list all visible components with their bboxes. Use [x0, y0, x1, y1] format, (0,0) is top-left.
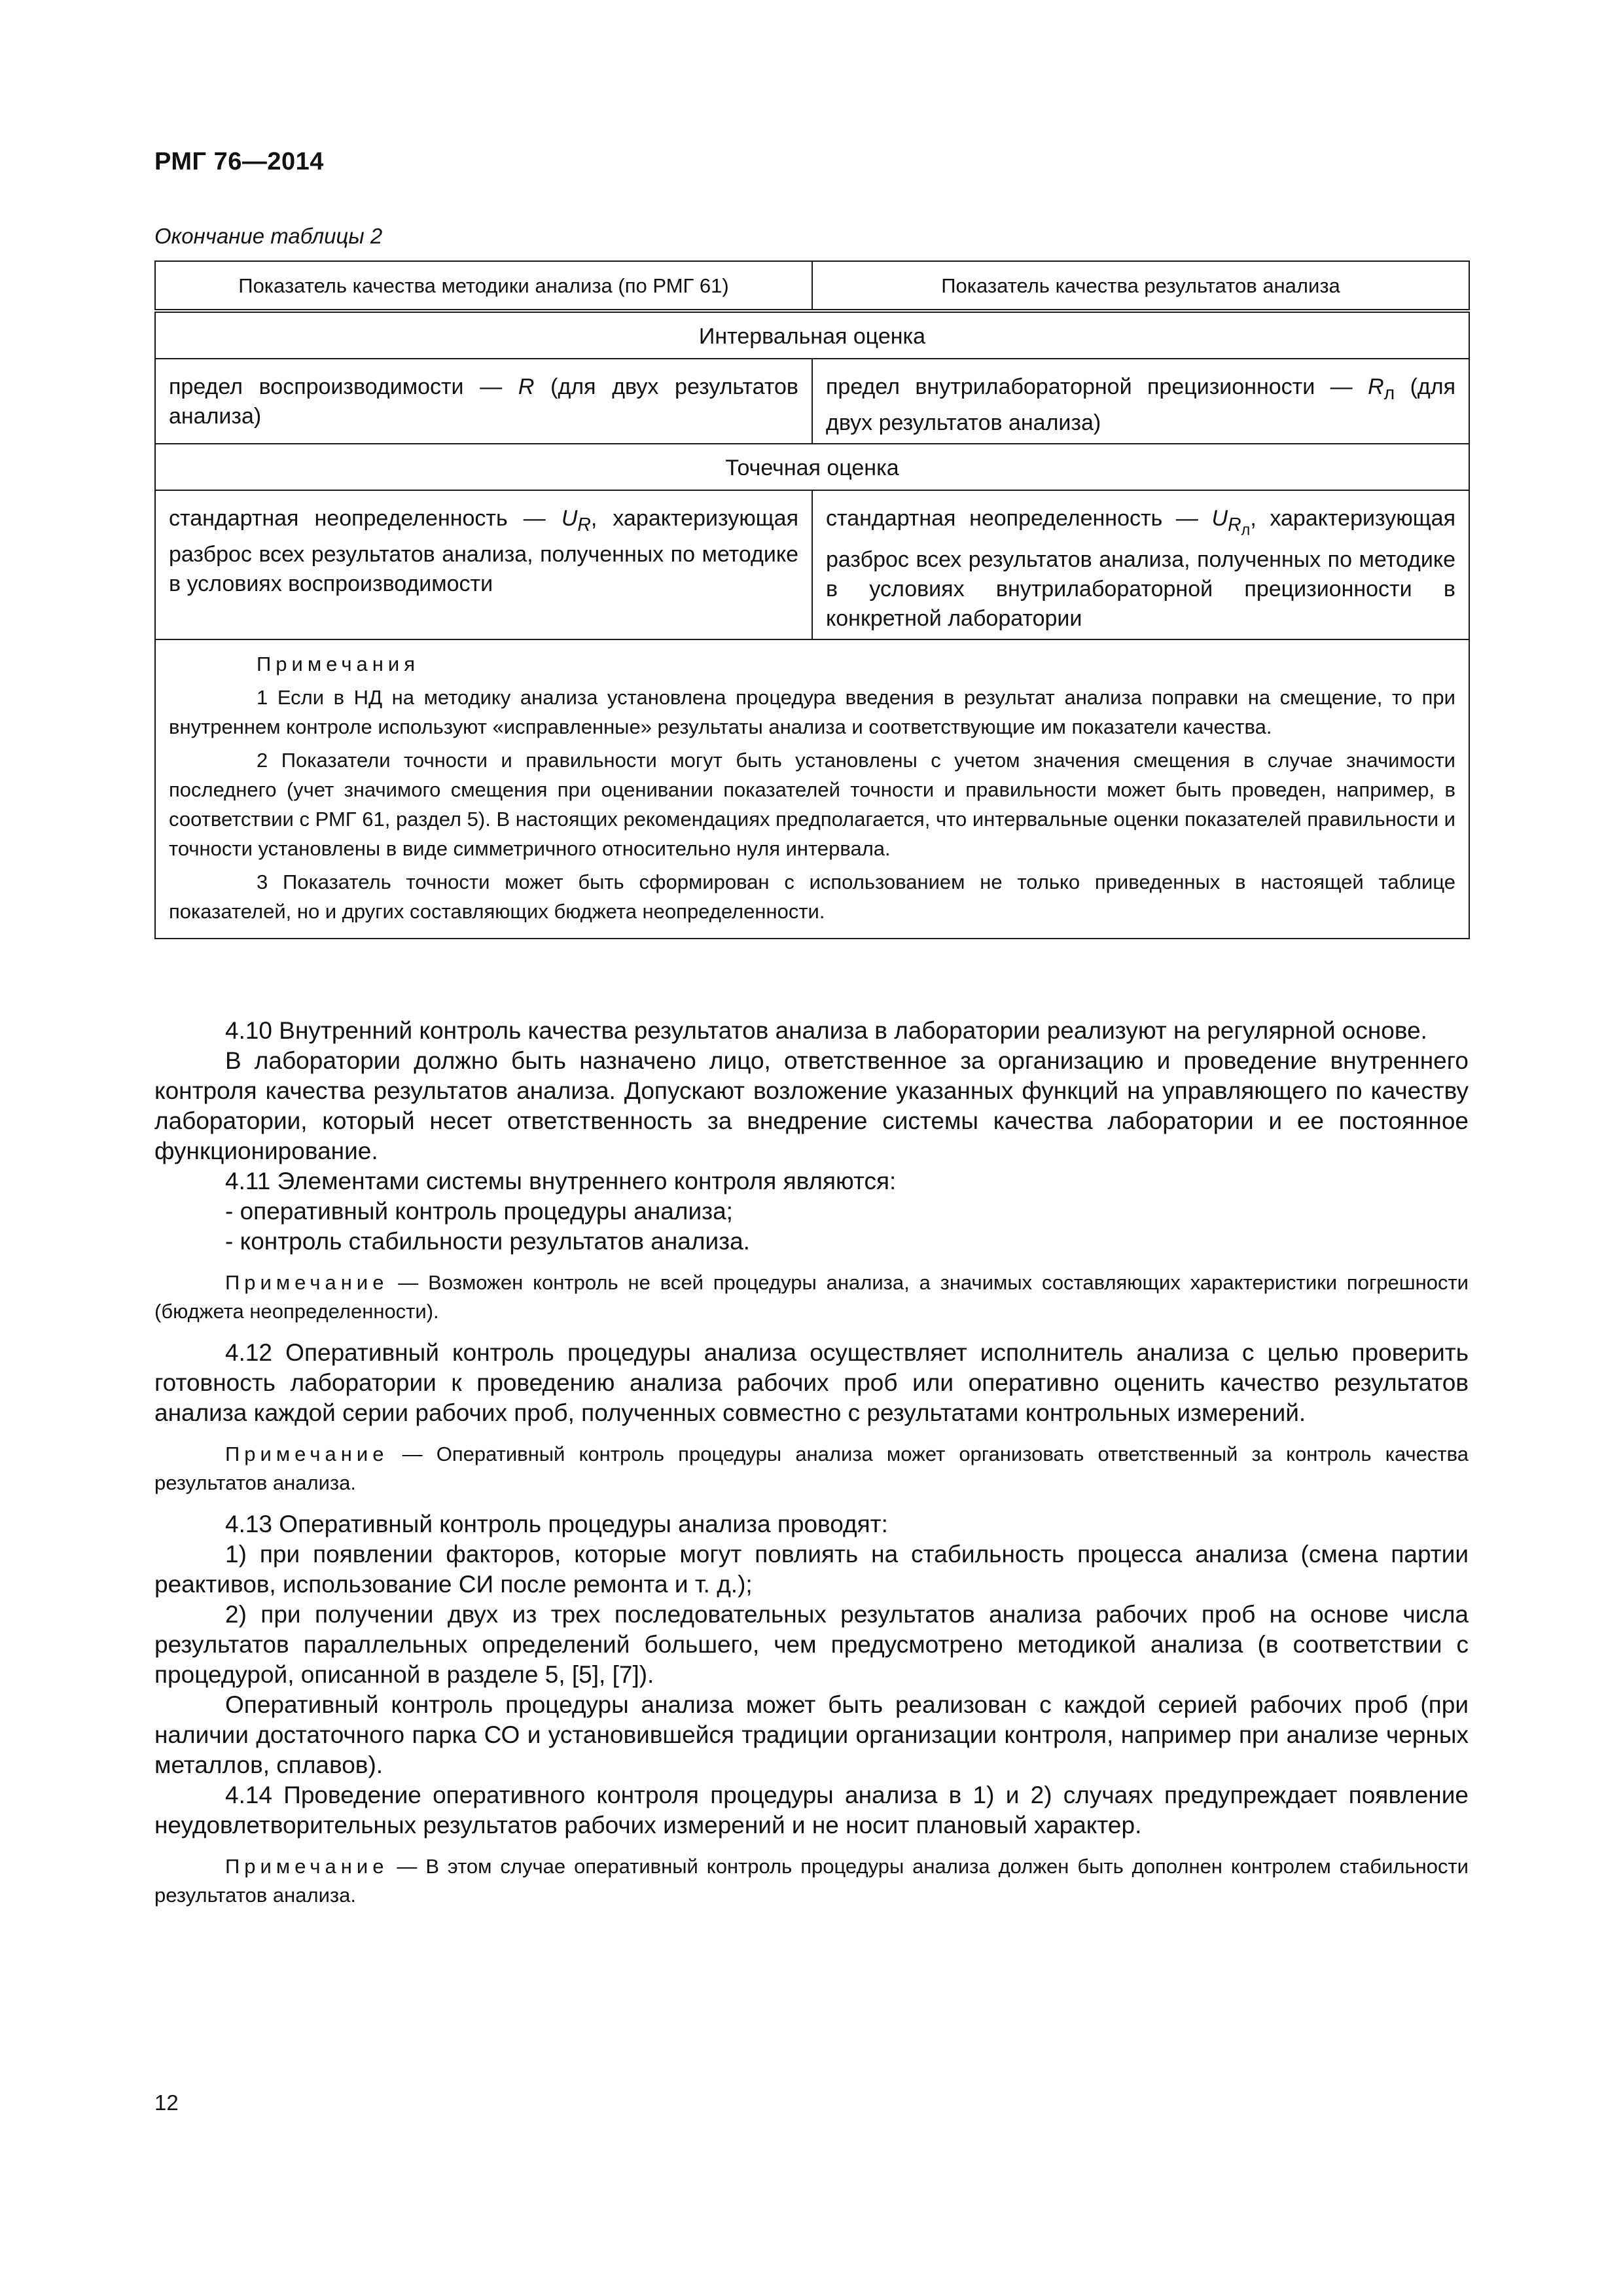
paragraph-4-11: 4.11 Элементами системы внутреннего контроля являются:: [225, 1168, 897, 1194]
paragraph-4-14: 4.14 Проведение оперативного контроля процедуры анализа в 1) и 2) случаях предупреждает появление неудовлетворительных результатов рабочих измерений и не носит плановый характер.: [154, 1782, 1469, 1839]
body-text: [154, 1016, 1469, 1922]
page-number: 12: [154, 2090, 179, 2115]
paragraph-4-13-3: Оперативный контроль процедуры анализа может быть реализован с каждой серией рабочих проб (при наличии достаточного парка СО и установившейся традиции организации контроля, например при анализе черных металлов, сплавов).: [154, 1691, 1469, 1778]
list-item: - оперативный контроль процедуры анализа;: [225, 1198, 733, 1225]
row1-right-cell: предел внутрилабораторной прецизионности — $R_л$ (для двух результатов анализа): [812, 359, 1469, 444]
note-paragraph: Примечание — Оперативный контроль процедуры анализа может организовать ответственный за контроль качества результатов анализа.: [154, 1443, 1469, 1494]
document-code: РМГ 76—2014: [154, 148, 324, 175]
note-paragraph: Примечание — Возможен контроль не всей процедуры анализа, а значимых составляющих характеристики погрешности (бюджета неопределенности).: [154, 1271, 1469, 1323]
notes-title: Примечания: [257, 653, 419, 676]
table-row: [155, 359, 1469, 444]
row2-left-cell: стандартная неопределенность — $U_R$, характеризующая разброс всех результатов анализа, полученных по методике в условиях воспроизводимости: [155, 490, 812, 639]
col2-header: Показатель качества результатов анализа: [812, 261, 1469, 311]
paragraph-4-13: 4.13 Оперативный контроль процедуры анализа проводят:: [225, 1511, 888, 1537]
note-2: 2 Показатели точности и правильности могут быть установлены с учетом значения смещения в случае значимости последнего (учет значимого смещения при оценивании показателей точности и правильности может быть проведен, например, в соответствии с РМГ 61, раздел 5). В настоящих рекомендациях предполагается, что интервальные оценки показателей правильности и точности установлены в виде симметричного относительно нуля интервала.: [169, 749, 1455, 861]
col1-header: Показатель качества методики анализа (по РМГ 61): [155, 261, 812, 311]
table-caption: Окончание таблицы 2: [154, 224, 383, 248]
note-3: 3 Показатель точности может быть сформирован с использованием не только приведенных в настоящей таблице показателей, но и других составляющих бюджета неопределенности.: [169, 870, 1455, 924]
paragraph-4-10-b: В лаборатории должно быть назначено лицо, ответственное за организацию и проведение внутреннего контроля качества результатов анализа. Допускают возложение указанных функций на управляющего по качеству лаборатории, который несет ответственность за внедрение системы качества лаборатории и ее постоянное функционирование.: [154, 1047, 1469, 1164]
section-row-point: [155, 444, 1469, 490]
paragraph-4-13-1: 1) при появлении факторов, которые могут повлиять на стабильность процесса анализа (смена партии реактивов, использование СИ после ремонта и т. д.);: [154, 1541, 1469, 1598]
table-notes-row: [155, 639, 1469, 939]
table-notes-cell: [155, 639, 1469, 939]
table-header-row: [155, 261, 1469, 311]
section-row-interval: [155, 311, 1469, 359]
note-paragraph: Примечание — В этом случае оперативный контроль процедуры анализа должен быть дополнен контролем стабильности результатов анализа.: [154, 1855, 1469, 1907]
quality-indicators-table: [154, 260, 1470, 939]
paragraph-4-13-2: 2) при получении двух из трех последовательных результатов анализа рабочих проб на основе числа результатов параллельных определений большего, чем предусмотрено методикой анализа (в соответствии с процедурой, описанной в разделе 5, [5], [7]).: [154, 1601, 1469, 1688]
paragraph-4-10: 4.10 Внутренний контроль качества результатов анализа в лаборатории реализуют на регулярной основе.: [225, 1017, 1427, 1044]
list-item: - контроль стабильности результатов анализа.: [225, 1228, 750, 1255]
table-row: [155, 490, 1469, 639]
row2-right-cell: стандартная неопределенность — $U_{R_л}$, характеризующая разброс всех результатов анализа, полученных по методике в условиях внутрилабораторной прецизионности в конкретной лаборатории: [812, 490, 1469, 639]
paragraph-4-12: 4.12 Оперативный контроль процедуры анализа осуществляет исполнитель анализа с целью проверить готовность лаборатории к проведению анализа рабочих проб или оперативно оценить качество результатов анализа каждой серии рабочих проб, полученных совместно с результатами контрольных измерений.: [154, 1339, 1469, 1426]
row1-left-cell: предел воспроизводимости — R (для двух результатов анализа): [155, 359, 812, 444]
section-point-estimate: Точечная оценка: [155, 444, 1469, 490]
section-interval-estimate: Интервальная оценка: [155, 311, 1469, 359]
note-1: 1 Если в НД на методику анализа установлена процедура введения в результат анализа поправки на смещение, то при внутреннем контроле используют «исправленные» результаты анализа и соответствующие им показатели качества.: [169, 686, 1455, 739]
